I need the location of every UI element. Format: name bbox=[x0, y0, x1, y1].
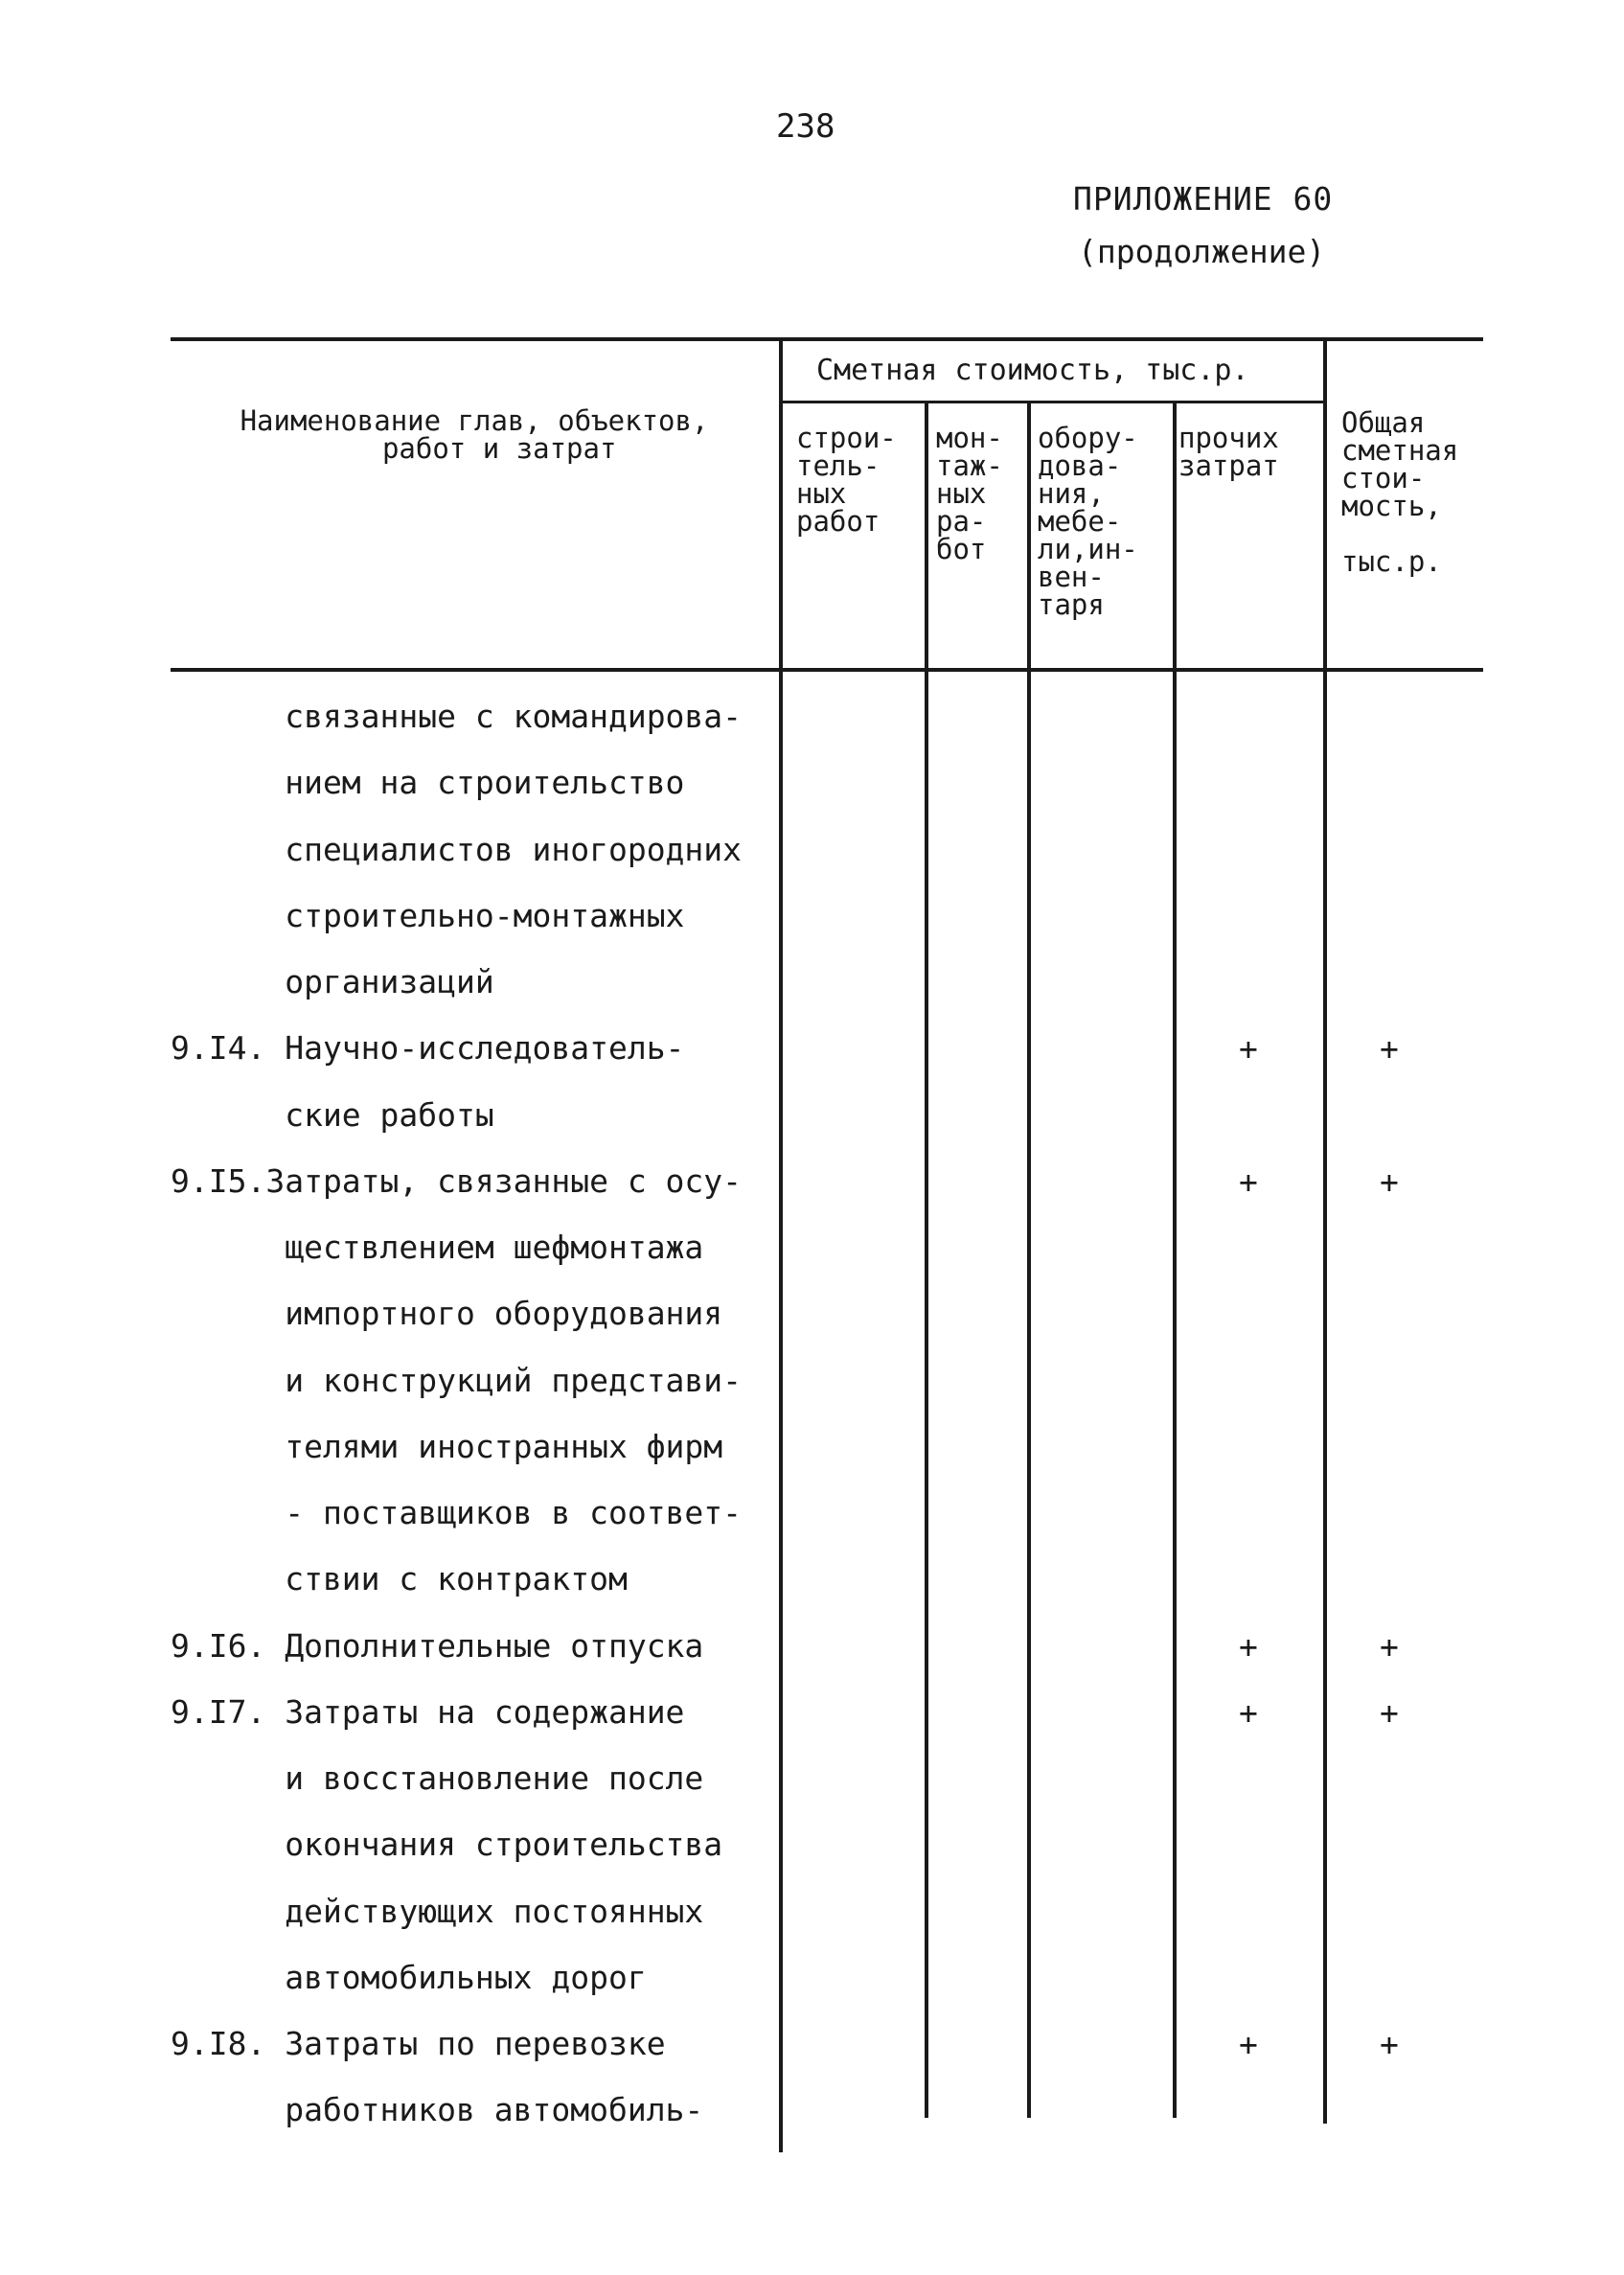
table-row-text: и конструкций представи- bbox=[171, 1362, 743, 1399]
other-cost-mark: + bbox=[1239, 1030, 1258, 1068]
column-divider-installation bbox=[1027, 402, 1031, 2118]
table-top-rule bbox=[171, 337, 1483, 341]
table-row-text: организаций bbox=[171, 963, 494, 1000]
header-bottom-rule bbox=[171, 668, 1483, 672]
table-row-text: 9.I6. Дополнительные отпуска bbox=[171, 1627, 704, 1665]
table-row-text: автомобильных дорог bbox=[171, 1959, 647, 1996]
appendix-subtitle: (продолжение) bbox=[1078, 233, 1326, 270]
total-cost-mark: + bbox=[1380, 2026, 1399, 2063]
table-row-text: ществлением шефмонтажа bbox=[171, 1229, 704, 1266]
column-divider-name bbox=[779, 341, 783, 2152]
column-divider-construction bbox=[925, 402, 928, 2118]
table-row-text: специалистов иногородних bbox=[171, 831, 743, 868]
header-other-costs: прочих затрат bbox=[1178, 422, 1279, 482]
table-row-text: связанные с командирова- bbox=[171, 698, 743, 735]
other-cost-mark: + bbox=[1239, 1628, 1258, 1666]
table-row-text: ствии с контрактом bbox=[171, 1560, 628, 1597]
header-equipment: обору- дова- ния, мебе- ли,ин- вен- таря bbox=[1038, 422, 1138, 621]
total-cost-mark: + bbox=[1380, 1163, 1399, 1201]
header-name-column: Наименование глав, объектов, работ и затрат bbox=[240, 404, 709, 465]
table-row-text: нием на строительство bbox=[171, 764, 685, 801]
table-row-text: 9.I8. Затраты по перевозке bbox=[171, 2025, 666, 2062]
other-cost-mark: + bbox=[1239, 1163, 1258, 1201]
table-row-text: 9.I4. Научно-исследователь- bbox=[171, 1029, 685, 1067]
header-estimated-cost: Сметная стоимость, тыс.р. bbox=[816, 354, 1249, 387]
total-cost-mark: + bbox=[1380, 1030, 1399, 1068]
cost-group-rule bbox=[781, 401, 1325, 403]
table-row-text: и восстановление после bbox=[171, 1759, 704, 1797]
table-row-text: ские работы bbox=[171, 1096, 494, 1134]
table-row-text: строительно-монтажных bbox=[171, 897, 685, 934]
table-row-text: 9.I5.Затраты, связанные с осу- bbox=[171, 1162, 743, 1200]
table-row-text: работников автомобиль- bbox=[171, 2091, 704, 2128]
total-cost-mark: + bbox=[1380, 1694, 1399, 1732]
header-construction-works: строи- тель- ных работ bbox=[796, 422, 897, 538]
table-row-text: - поставщиков в соответ- bbox=[171, 1494, 743, 1531]
total-cost-mark: + bbox=[1380, 1628, 1399, 1666]
header-total-cost: Общая сметная стои- мость, тыс.р. bbox=[1341, 406, 1459, 578]
table-row-text: 9.I7. Затраты на содержание bbox=[171, 1693, 685, 1731]
page-number: 238 bbox=[776, 107, 835, 146]
header-installation-works: мон- таж- ных ра- бот bbox=[936, 422, 1003, 565]
table-row-text: импортного оборудования bbox=[171, 1295, 723, 1332]
other-cost-mark: + bbox=[1239, 2026, 1258, 2063]
column-divider-other bbox=[1323, 341, 1327, 2124]
table-row-text: телями иностранных фирм bbox=[171, 1428, 723, 1465]
other-cost-mark: + bbox=[1239, 1694, 1258, 1732]
table-row-text: окончания строительства bbox=[171, 1826, 723, 1863]
column-divider-equipment bbox=[1173, 402, 1177, 2118]
appendix-title: ПРИЛОЖЕНИЕ 60 bbox=[1073, 180, 1334, 218]
table-row-text: действующих постоянных bbox=[171, 1893, 704, 1930]
